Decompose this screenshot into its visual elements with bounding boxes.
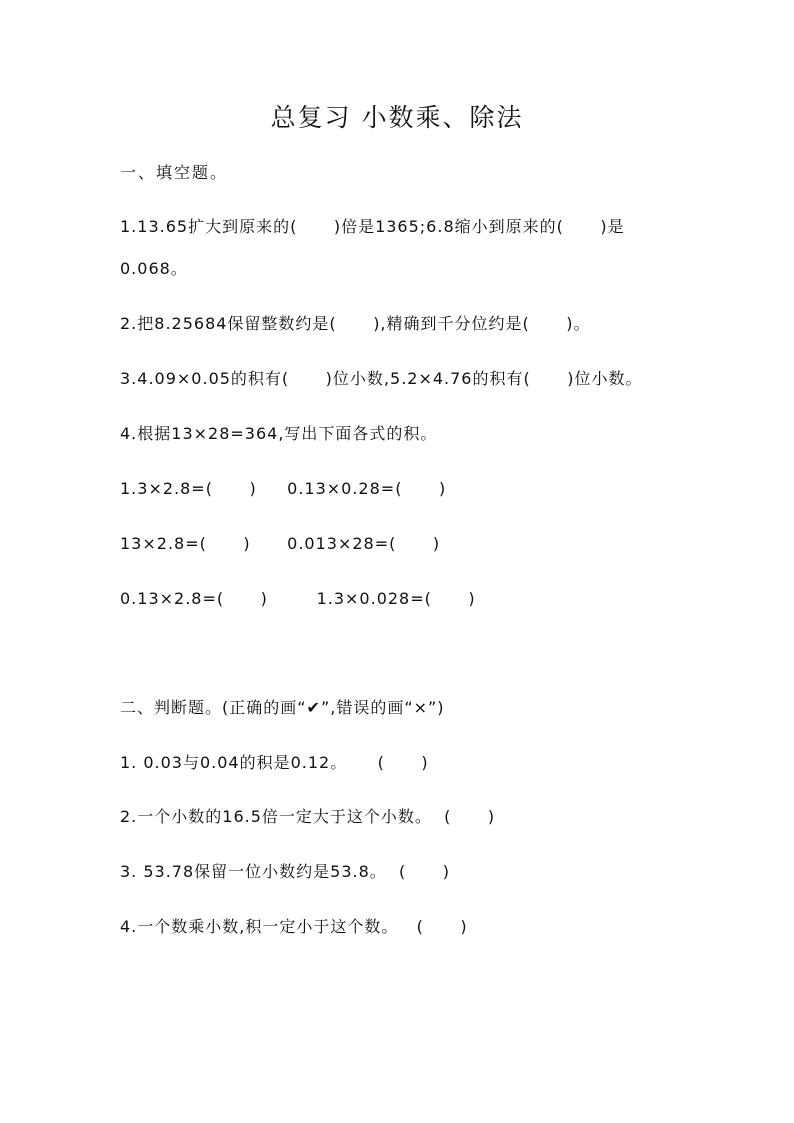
judge-question-4: 4.一个数乘小数,积一定小于这个数。 ( ): [120, 917, 468, 936]
judge-question-3: 3. 53.78保留一位小数约是53.8。 ( ): [120, 862, 450, 881]
fill-question-3: 3.4.09×0.05的积有( )位小数,5.2×4.76的积有( )位小数。: [120, 369, 643, 388]
fill-question-4: 4.根据13×28=364,写出下面各式的积。: [120, 424, 438, 443]
page-title: 总复习 小数乘、除法: [270, 103, 524, 132]
fill-question-2: 2.把8.25684保留整数约是( ),精确到千分位约是( )。: [120, 314, 591, 333]
fill-question-4-row-3: 0.13×2.8=( ) 1.3×0.028=( ): [120, 589, 476, 608]
section-2-heading: 二、判断题。(正确的画“✔”,错误的画“×”): [120, 698, 445, 717]
judge-question-2: 2.一个小数的16.5倍一定大于这个小数。 ( ): [120, 807, 496, 826]
judge-question-1: 1. 0.03与0.04的积是0.12。 ( ): [120, 753, 429, 772]
fill-question-4-row-1: 1.3×2.8=( ) 0.13×0.28=( ): [120, 479, 447, 498]
fill-question-1-line-2: 0.068。: [120, 259, 188, 278]
fill-question-1-line-1: 1.13.65扩大到原来的( )倍是1365;6.8缩小到原来的( )是: [120, 217, 625, 236]
section-1-heading: 一、填空题。: [120, 163, 229, 182]
fill-question-4-row-2: 13×2.8=( ) 0.013×28=( ): [120, 534, 441, 553]
